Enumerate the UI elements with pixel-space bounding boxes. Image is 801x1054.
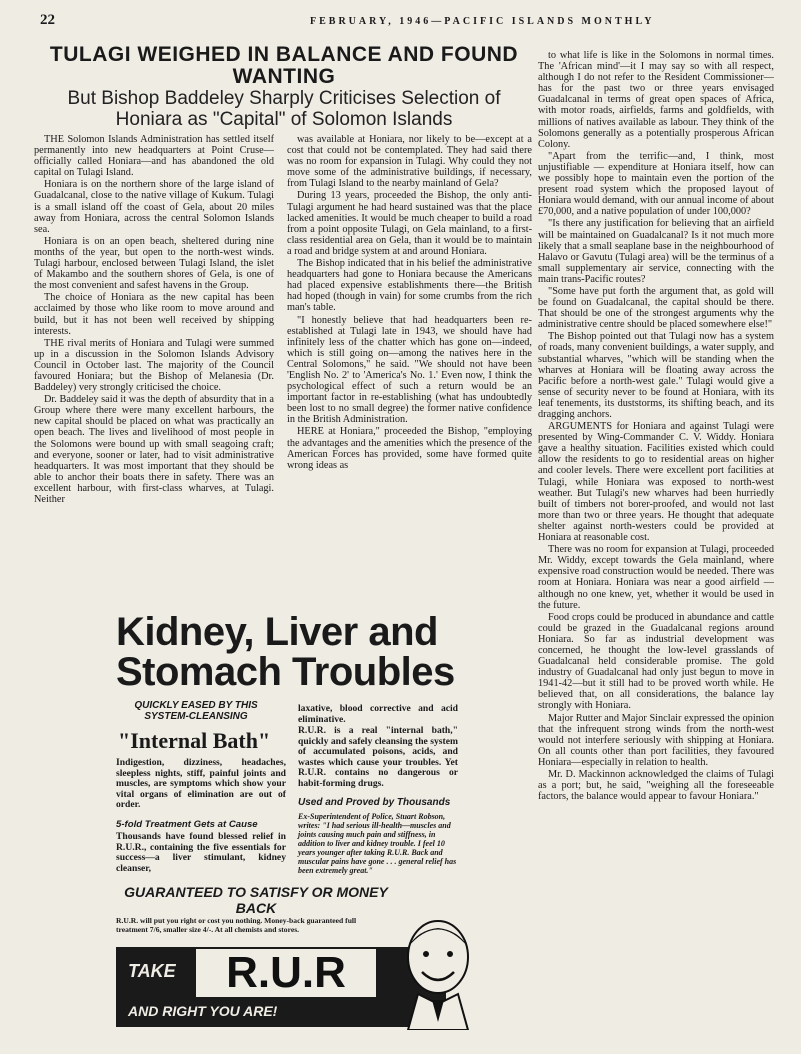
headline: TULAGI WEIGHED IN BALANCE AND FOUND WANTING <box>49 43 519 88</box>
ad-testimonial: Ex-Superintendent of Police, Stuart Robson, writes: "I had serious ill-health—muscles and joints causing much pain and stiffness, in addition to liver and kidney trouble. I feel 10 years younger after taking R.U.R. Back and muscular pains have gone . . . general relief has been extremely great." <box>298 812 457 875</box>
paragraph: During 13 years, proceeded the Bishop, the only anti-Tulagi argument he had heard sustained was that the place lacked amenities. It would be much cheaper to build a road from a point opposite Tulagi, on Gela mainland, to a first-class residential area on Gela, than it would be to maintain a road and bridge system at and around Honiara. <box>287 190 532 257</box>
paragraph: was available at Honiara, nor likely to be—except at a cost that could not be contemplated. They had said there was no room for expansion in Tulagi. Why could they not move some of the administrative buildings, if necessary, from Tulagi Island to the nearby mainland of Gela? <box>287 134 532 190</box>
ad-title-line-1: Kidney, Liver and <box>116 610 438 654</box>
ad-slogan: AND RIGHT YOU ARE! <box>128 1003 278 1019</box>
paragraph: ARGUMENTS for Honiara and against Tulagi were presented by Wing-Commander C. V. Widdy. Honiara gave a healthy situation. Facilities existed which could allow the residents to go to residential areas on higher and cooler levels. There were excellent port facilities at Tulagi, while Honiara was exposed to north-west weather. But Tulagi's new wharves had been hurriedly built of timbers not borer-proofed, and would not last more than two or three years. He thought that adequate shelter against north-westers could be provided at Honiara at reasonable cost. <box>538 421 774 544</box>
paragraph: There was no room for expansion at Tulagi, proceeded Mr. Widdy, except towards the Gela mainland, where expensive road construction would be needed. There was room at Honiara. Honiara was near a good airfield — although no one knew, yet, whether it would be used in the future. <box>538 544 774 611</box>
page-number: 22 <box>40 12 55 28</box>
paragraph: HERE at Honiara," proceeded the Bishop, "employing the advantages and the amenities which the presence of the American Forces has provided, some have formed quite wrong ideas as <box>287 426 532 471</box>
ad-body-right-2: R.U.R. is a real "internal bath," quickly and safely cleansing the system of accumulated poisons, acids, and wastes which cause your troubles. Yet R.U.R. contains no dangerous or habit-forming drugs. <box>298 725 458 789</box>
paragraph: "I honestly believe that had headquarters been re-established at Tulagi late in 1943, we should have had infinitely less of the chatter which has gone on—indeed, which is still going on—among the natives here in the Central Solomons," he said. "We should not have been 'English No. 2' to 'America's No. 1.' Even now, I think the psychological effect of such a return would be an important factor in re-establishing (what has undoubtedly been lost to no small degree) the former native confidence in the British Administration. <box>287 314 532 426</box>
ad-internal-bath: "Internal Bath" <box>118 728 271 753</box>
ad-take: TAKE <box>128 961 176 981</box>
paragraph: Food crops could be produced in abundance and cattle could be grazed in the Guadalcanal regions around Honiara. So far as industrial development was concerned, he thought the low-level grasslands of Guadalcanal held considerable promise. The gold industry of Guadalcanal had only just begun to move in 1941-42—but it still had to be proved worth while. He believed that, on all considerations, the balance lay strongly with Honiara. <box>538 611 774 712</box>
smiling-man-illustration <box>378 912 498 1030</box>
ad-small-print: R.U.R. will put you right or cost you nothing. Money-back guaranteed full treatment 7/6, smaller size 4/-. At all chemists and stores. <box>116 916 357 934</box>
ad-body-left: Indigestion, dizziness, headaches, sleepless nights, stiff, painful joints and muscles, are symptoms which show your vital organs of elimination are out of order. <box>116 757 286 811</box>
paragraph: THE rival merits of Honiara and Tulagi were summed up in a discussion in the Solomon Islands Advisory Council in October last. The majority of the Council favoured Honiara; but the Bishop of Melanesia (Dr. Baddeley) very strongly criticised the choice. <box>34 337 274 394</box>
paragraph: THE Solomon Islands Administration has settled itself permanently into new headquarters at Point Cruse—officially called Honiara—and has abandoned the old capital on Tulagi Island. <box>34 134 274 179</box>
paragraph: "Apart from the terrific—and, I think, most unjustifiable — expenditure at Honiara itself, how can we possibly hope to maintain even the portion of the present road system which the proposed layout of Honiara would demand, with our annual income of about £70,000, and a native population of under 100,000? <box>538 150 774 218</box>
paragraph: Mr. D. Mackinnon acknowledged the claims of Tulagi as a port; but, he said, "weighing all the foreseeable factors, the balance would appear to favour Honiara." <box>538 769 774 803</box>
ad-guarantee: GUARANTEED TO SATISFY OR MONEY BACK <box>124 884 388 916</box>
article-column-3 <box>538 50 774 1030</box>
ad-subtitle: QUICKLY EASED BY THIS SYSTEM-CLEANSING <box>134 700 258 722</box>
paragraph: The Bishop indicated that in his belief the administrative headquarters had gone to Honiara because the Americans had placed expensive establishments there—the British had hoped (though in vain) for some crumbs from the rich man's table. <box>287 258 532 314</box>
ad-body-right: laxative, blood corrective and acid eliminative. <box>298 703 458 725</box>
ad-treatment-body: Thousands have found blessed relief in R.U.R., containing the five essentials for success—a liver stimulant, kidney cleanser, <box>116 831 286 874</box>
ad-title <box>116 612 455 692</box>
ad-brand: R.U.R <box>196 949 376 997</box>
paragraph: The Bishop pointed out that Tulagi now has a system of roads, many convenient buildings, a water supply, and substantial wharves, "which will be standing when the wharves at Honiara will be floating away across the Pacific before a north-west gale." Tulagi would give a sense of security never to be found at Honiara, with its leaf tenements, its duststorms, its shifting beach, and its dragging anchors. <box>538 331 774 420</box>
article-column-2 <box>287 134 532 604</box>
paragraph: Honiara is on an open beach, sheltered during nine months of the year, but open to the north-west winds. Tulagi harbour, enclosed between Tulagi Island, the islet of Makambo and the southern shores of Gela, is one of the most convenient and safest havens in the Group. <box>34 235 274 292</box>
paragraph: "Is there any justification for believing that an airfield will be maintained on Guadalcanal? Is it not much more likely that a small seaplane base in the neighbourhood of Halavo or Gavutu (Tulagi area) will be the terminus of a small supplementary air service, connecting with the main trans-Pacific routes? <box>538 218 774 285</box>
subhead: But Bishop Baddeley Sharply Criticises Selection of Honiara as "Capital" of Solomon Islands <box>67 88 501 130</box>
ad-treatment-heading: 5-fold Treatment Gets at Cause <box>116 819 258 830</box>
paragraph: Major Rutter and Major Sinclair expressed the opinion that the infrequent strong winds from the north-west would not interfere seriously with shipping at Honiara. On all counts other than port facilities, they favoured Honiara—especially in relation to health. <box>538 712 774 768</box>
paragraph: The choice of Honiara as the new capital has been acclaimed by those who like room to move around and build, but it has not been well received by shipping interests. <box>34 292 274 337</box>
paragraph: to what life is like in the Solomons in normal times. The 'African mind'—it I may say so with all respect, although I do not refer to the Resident Commissioner—has for the past two or three years envisaged Guadalcanal in terms of great open spaces of Africa, with motor roads, airfields, farms and goldfields, with millions of natives available as labour. They think of the Solomons generally as a potentially prosperous African Colony. <box>538 50 774 150</box>
rur-advertisement <box>108 612 538 1030</box>
paragraph: Dr. Baddeley said it was the depth of absurdity that in a Group where there were many excellent harbours, the new capital should be placed on what was practically an open beach. The lives and livelihood of most people in the Solomons were bound up with small seagoing craft; and everyone, sooner or later, had to visit administrative headquarters. It was most important that they should be able to anchor their boats there in safety. There was an excellent harbour, with first-class wharves, at Tulagi. Neither <box>34 394 274 505</box>
article-column-1 <box>34 134 274 604</box>
paragraph: "Some have put forth the argument that, as gold will be found on Guadalcanal, the capital should be there. That should be one of the strongest arguments why the administrative centre should be placed somewhere else!" <box>538 285 774 331</box>
ad-title-line-2: Stomach Troubles <box>116 650 455 694</box>
paragraph: Honiara is on the northern shore of the large island of Guadalcanal, close to the native village of Kukum. Tulagi is a small island off the coast of Gela, about 20 miles away from Honiara, across the central Solomon Islands sea. <box>34 179 274 235</box>
running-header: FEBRUARY, 1946—PACIFIC ISLANDS MONTHLY <box>310 16 655 27</box>
ad-used-heading: Used and Proved by Thousands <box>298 797 451 808</box>
